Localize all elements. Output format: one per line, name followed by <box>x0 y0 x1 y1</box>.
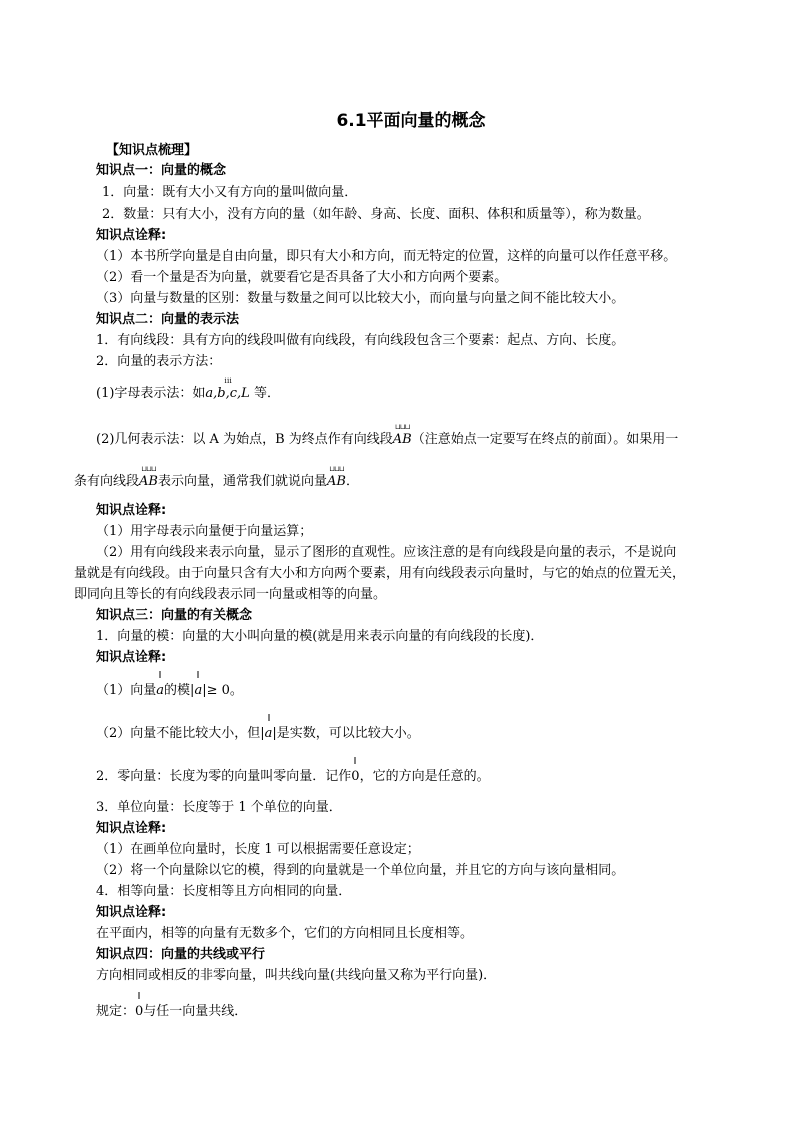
kp3-unit-vector: 3．单位向量：长度等于 1 个单位的向量． <box>96 800 342 815</box>
kp1-item2: 2．数量：只有大小，没有方向的量（如年龄、身高、长度、面积、体积和质量等），称为数量。 <box>102 207 650 222</box>
kp2-heading: 知识点二：向量的表示法 <box>96 312 240 327</box>
mod-suffix: |≥ 0。 <box>202 683 243 698</box>
kp3-heading: 知识点三：向量的有关概念 <box>96 608 253 623</box>
kp3-note3-heading: 知识点诠释: <box>96 905 167 920</box>
geo-line1-suffix: （注意始点一定要写在终点的前面）。如果用一 <box>411 432 679 447</box>
geo-line2-suffix: ． <box>345 474 359 489</box>
kp2-geo-line2 <box>74 465 359 492</box>
kp2-note1: （1）用字母表示向量便于向量运算； <box>96 524 313 539</box>
vector-zero: 0 <box>135 1002 143 1022</box>
kp2-note2-line2: 量就是有向线段。由于向量只含有大小和方向两个要素，用有向线段表示向量时，与它的始点的位置无关， <box>74 566 686 581</box>
cmp-prefix: （2）向量不能比较大小，但| <box>96 726 265 741</box>
kp3-note-heading: 知识点诠释: <box>96 650 167 665</box>
geo-line2-prefix: 条有向线段 <box>74 474 140 489</box>
kp1-note1: （1）本书所学向量是自由向量，即只有大小和方向，而无特定的位置，这样的向量可以作任意平移。 <box>96 249 677 264</box>
kp2-item2: 2．向量的表示方法： <box>96 354 222 369</box>
kp3-equal-note: 在平面内，相等的向量有无数多个，它们的方向相同且长度相等。 <box>96 926 474 941</box>
kp2-letter-method <box>96 377 280 404</box>
vector-ab: ⊔⊔⊔ AB <box>326 465 346 489</box>
kp1-note-heading: 知识点诠释: <box>96 228 167 243</box>
letter-method-suffix: 等． <box>249 386 280 401</box>
vector-zero: 0 <box>351 767 359 787</box>
vector-a: a <box>156 681 164 701</box>
kp3-zero-vector <box>96 767 490 787</box>
geo-line1-prefix: (2)几何表示法：以 A 为始点，B 为终点作有向线段 <box>96 432 393 447</box>
kp2-note2-line3: 即同向且等长的有向线段表示同一向量或相等的向量。 <box>74 587 387 602</box>
kp3-item1: 1．向量的模：向量的大小叫向量的模(就是用来表示向量的有向线段的长度)． <box>96 629 544 644</box>
zero-suffix: ，它的方向是任意的。 <box>359 769 490 784</box>
page-title: 6.1平面向量的概念 <box>336 111 486 131</box>
vector-ab: ⊔⊔⊔ AB <box>392 423 412 447</box>
kp4-heading: 知识点四：向量的共线或平行 <box>96 947 266 962</box>
kp2-note-heading: 知识点诠释: <box>96 503 167 518</box>
kp2-geo-line1 <box>96 423 679 450</box>
zero-prefix: 2．零向量：长度为零的向量叫零向量．记作 <box>96 769 352 784</box>
kp2-note2-line1: （2）用有向线段来表示向量，显示了图形的直观性。应该注意的是有向线段是向量的表示，不是说向 <box>96 545 677 560</box>
kp1-heading: 知识点一：向量的概念 <box>96 163 227 178</box>
kp2-item1: 1．有向线段：具有方向的线段叫做有向线段，有向线段包含三个要素：起点、方向、长度。 <box>96 333 625 348</box>
kp3-equal-vector: 4．相等向量：长度相等且方向相同的向量． <box>96 884 352 899</box>
kp1-item1: 1．向量：既有大小又有方向的量叫做向量． <box>102 185 358 200</box>
kp1-note2: （2）看一个量是否为向量，就要看它是否具备了大小和方向两个要素。 <box>96 270 508 285</box>
letter-vectors: ⅰ ⅰ ⅰ a,b,c,L <box>205 377 250 401</box>
letter-method-prefix: (1)字母表示法：如 <box>96 386 206 401</box>
kp1-note3: （3）向量与数量的区别：数量与数量之间可以比较大小，而向量与向量之间不能比较大小。 <box>96 291 625 306</box>
kp3-note2-heading: 知识点诠释: <box>96 821 167 836</box>
vector-ab: ⊔⊔⊔ AB <box>139 465 158 489</box>
kp4-rule <box>96 1002 247 1022</box>
kp3-unit-note2: （2）将一个向量除以它的模，得到的向量就是一个单位向量，并且它的方向与该向量相同。 <box>96 863 625 878</box>
vector-a: a <box>194 681 202 701</box>
mod-mid: 的模| <box>164 683 195 698</box>
rule-suffix: 与任一向量共线． <box>143 1004 248 1019</box>
cmp-suffix: |是实数，可以比较大小。 <box>272 726 420 741</box>
rule-prefix: 规定： <box>96 1004 136 1019</box>
geo-line2-mid: 表示向量，通常我们就说向量 <box>157 474 327 489</box>
section-heading: 【知识点梳理】 <box>106 143 198 158</box>
mod-prefix: （1）向量 <box>96 683 157 698</box>
vector-a: a <box>265 724 273 744</box>
kp3-modulus-line <box>96 681 243 701</box>
kp3-compare-line <box>96 724 420 744</box>
kp4-item1: 方向相同或相反的非零向量，叫共线向量(共线向量又称为平行向量)． <box>96 968 497 983</box>
kp3-unit-note1: （1）在画单位向量时，长度 1 可以根据需要任意设定； <box>96 842 420 857</box>
